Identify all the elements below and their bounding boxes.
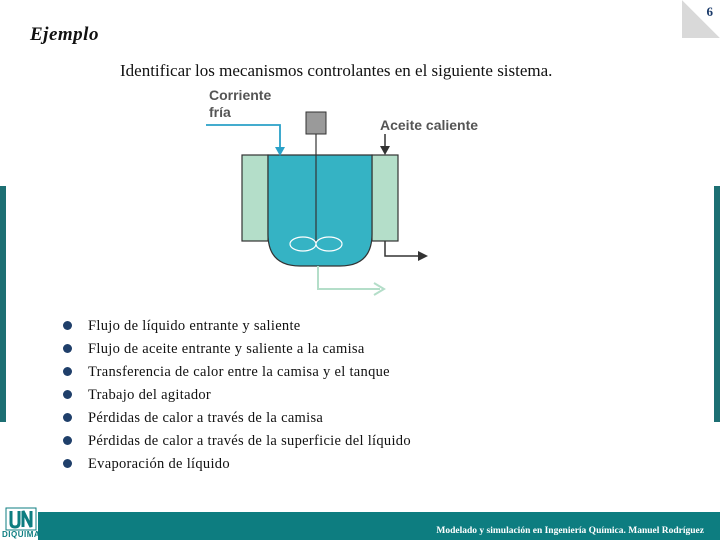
list-item	[60, 408, 411, 431]
footer-bar	[38, 512, 720, 540]
liquid-outlet-line	[318, 266, 380, 289]
cold-stream-label	[209, 87, 271, 121]
list-item	[60, 431, 411, 454]
bullet-icon	[63, 344, 72, 353]
list-item-text: Pérdidas de calor a través de la camisa	[88, 410, 324, 426]
list-item-text: Trabajo del agitador	[88, 387, 212, 403]
list-item-text: Pérdidas de calor a través de la superficie del líquido	[88, 433, 411, 449]
left-accent-bar	[0, 186, 6, 422]
logo-text: DIQUIMA	[2, 530, 41, 539]
oil-outlet-line	[385, 241, 420, 256]
hot-oil-arrow-icon	[380, 146, 390, 155]
list-item	[60, 316, 411, 339]
bullet-icon	[63, 413, 72, 422]
oil-outlet-arrow-icon	[418, 251, 428, 261]
reactor-diagram	[200, 84, 500, 298]
slide-title: Ejemplo	[30, 24, 99, 45]
list-item	[60, 454, 411, 477]
list-item	[60, 362, 411, 385]
slide-subtitle: Identificar los mecanismos controlantes en el siguiente sistema.	[120, 61, 553, 80]
cold-stream-line	[206, 125, 280, 151]
hot-oil-label: Aceite caliente	[380, 117, 479, 133]
cold-stream-label-line1: Corriente	[209, 87, 272, 103]
agitator-motor	[306, 112, 326, 134]
list-item-text: Transferencia de calor entre la camisa y el tanque	[88, 364, 390, 380]
bullet-icon	[63, 390, 72, 399]
list-item	[60, 339, 411, 362]
bullet-icon	[63, 321, 72, 330]
page-number: 6	[706, 4, 713, 19]
right-accent-bar	[714, 186, 720, 422]
list-item-text: Flujo de aceite entrante y saliente a la camisa	[88, 341, 365, 357]
mechanism-list	[60, 316, 411, 477]
jacket-right	[372, 155, 398, 241]
list-item-text: Flujo de líquido entrante y saliente	[88, 318, 301, 334]
bullet-icon	[63, 367, 72, 376]
list-item-text: Evaporación de líquido	[88, 456, 230, 472]
list-item	[60, 385, 411, 408]
jacket-left	[242, 155, 268, 241]
page-corner-fold	[682, 0, 720, 38]
cold-stream-label-line2: fría	[209, 104, 231, 120]
bullet-icon	[63, 459, 72, 468]
bullet-icon	[63, 436, 72, 445]
footer-text: Modelado y simulación en Ingeniería Química. Manuel Rodríguez	[436, 526, 704, 536]
